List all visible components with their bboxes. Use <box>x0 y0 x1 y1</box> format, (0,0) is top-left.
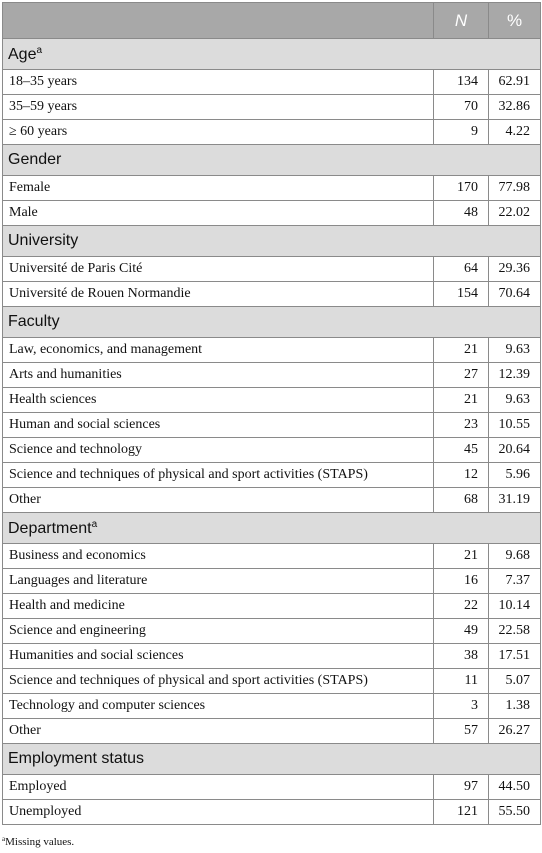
row-label-cell: Humanities and social sciences <box>3 644 434 669</box>
row-label-cell: Female <box>3 176 434 201</box>
row-label-cell: Health and medicine <box>3 594 434 619</box>
table-row <box>3 282 541 307</box>
section-title-cell <box>3 145 541 176</box>
table-row <box>3 594 541 619</box>
section-header-row <box>3 744 541 775</box>
row-label-cell: Human and social sciences <box>3 413 434 438</box>
row-percent-cell: 10.14 <box>489 594 541 619</box>
table-row <box>3 70 541 95</box>
table-row <box>3 176 541 201</box>
section-title-cell <box>3 39 541 70</box>
row-label-cell: ≥ 60 years <box>3 120 434 145</box>
section-title-cell <box>3 744 541 775</box>
row-label-cell: Employed <box>3 775 434 800</box>
row-label-cell: Technology and computer sciences <box>3 694 434 719</box>
row-label-cell: 18–35 years <box>3 70 434 95</box>
table-row <box>3 120 541 145</box>
row-n-cell: 154 <box>434 282 489 307</box>
row-percent-cell: 20.64 <box>489 438 541 463</box>
section-title-cell <box>3 226 541 257</box>
row-label-cell: Languages and literature <box>3 569 434 594</box>
table-row <box>3 644 541 669</box>
row-percent-cell: 7.37 <box>489 569 541 594</box>
section-title: Faculty <box>8 313 60 330</box>
row-label-cell: Male <box>3 201 434 226</box>
section-title: Gender <box>8 151 62 168</box>
section-title: Age <box>8 45 37 63</box>
row-percent-cell: 26.27 <box>489 719 541 744</box>
table-row <box>3 388 541 413</box>
table-row <box>3 201 541 226</box>
table-row <box>3 619 541 644</box>
row-percent-cell: 5.96 <box>489 463 541 488</box>
section-title: Department <box>8 519 92 537</box>
row-percent-cell: 32.86 <box>489 95 541 120</box>
section-header-row <box>3 513 541 544</box>
row-percent-cell: 5.07 <box>489 669 541 694</box>
row-n-cell: 21 <box>434 544 489 569</box>
row-n-cell: 48 <box>434 201 489 226</box>
row-percent-cell: 10.55 <box>489 413 541 438</box>
row-n-cell: 21 <box>434 338 489 363</box>
table-row <box>3 694 541 719</box>
table-row <box>3 438 541 463</box>
demographics-table <box>2 2 541 825</box>
row-percent-cell: 17.51 <box>489 644 541 669</box>
table-header-row <box>3 3 541 39</box>
section-header-row <box>3 39 541 70</box>
row-n-cell: 38 <box>434 644 489 669</box>
row-label-cell: Other <box>3 488 434 513</box>
table-row <box>3 95 541 120</box>
row-n-cell: 121 <box>434 800 489 825</box>
table-body <box>3 39 541 825</box>
row-percent-cell: 9.68 <box>489 544 541 569</box>
row-n-cell: 68 <box>434 488 489 513</box>
row-percent-cell: 62.91 <box>489 70 541 95</box>
table-row <box>3 363 541 388</box>
row-n-cell: 97 <box>434 775 489 800</box>
row-label-cell: 35–59 years <box>3 95 434 120</box>
row-label-cell: Arts and humanities <box>3 363 434 388</box>
row-percent-cell: 70.64 <box>489 282 541 307</box>
section-header-row <box>3 145 541 176</box>
row-n-cell: 64 <box>434 257 489 282</box>
row-percent-cell: 1.38 <box>489 694 541 719</box>
row-n-cell: 16 <box>434 569 489 594</box>
section-header-row <box>3 307 541 338</box>
row-n-cell: 22 <box>434 594 489 619</box>
section-footnote-marker: a <box>36 44 43 56</box>
section-header-row <box>3 226 541 257</box>
row-percent-cell: 12.39 <box>489 363 541 388</box>
row-n-cell: 12 <box>434 463 489 488</box>
row-percent-cell: 22.58 <box>489 619 541 644</box>
table-row <box>3 569 541 594</box>
row-n-cell: 21 <box>434 388 489 413</box>
row-label-cell: Science and techniques of physical and sport activities (STAPS) <box>3 463 434 488</box>
row-percent-cell: 9.63 <box>489 388 541 413</box>
header-label-cell <box>3 3 434 39</box>
header-n-cell: N <box>434 3 489 39</box>
section-title-cell <box>3 513 541 544</box>
row-n-cell: 11 <box>434 669 489 694</box>
table-row <box>3 257 541 282</box>
table-row <box>3 488 541 513</box>
row-percent-cell: 22.02 <box>489 201 541 226</box>
table-row <box>3 544 541 569</box>
row-n-cell: 23 <box>434 413 489 438</box>
row-n-cell: 170 <box>434 176 489 201</box>
footnote <box>2 835 74 848</box>
row-percent-cell: 55.50 <box>489 800 541 825</box>
row-percent-cell: 29.36 <box>489 257 541 282</box>
row-n-cell: 45 <box>434 438 489 463</box>
table-row <box>3 338 541 363</box>
header-percent-cell: % <box>489 3 541 39</box>
row-label-cell: Science and technology <box>3 438 434 463</box>
row-n-cell: 9 <box>434 120 489 145</box>
row-percent-cell: 9.63 <box>489 338 541 363</box>
row-label-cell: Other <box>3 719 434 744</box>
section-title: University <box>8 232 79 249</box>
row-n-cell: 3 <box>434 694 489 719</box>
table-row <box>3 463 541 488</box>
row-label-cell: Law, economics, and management <box>3 338 434 363</box>
row-n-cell: 134 <box>434 70 489 95</box>
section-title-cell <box>3 307 541 338</box>
row-label-cell: Science and techniques of physical and sport activities (STAPS) <box>3 669 434 694</box>
row-label-cell: Unemployed <box>3 800 434 825</box>
table-row <box>3 413 541 438</box>
table-row <box>3 719 541 744</box>
row-label-cell: Université de Paris Cité <box>3 257 434 282</box>
row-percent-cell: 44.50 <box>489 775 541 800</box>
footnote-text: Missing values. <box>5 836 75 848</box>
row-percent-cell: 4.22 <box>489 120 541 145</box>
row-n-cell: 70 <box>434 95 489 120</box>
section-title: Employment status <box>8 750 145 767</box>
footnote-marker: a <box>2 835 6 843</box>
row-percent-cell: 77.98 <box>489 176 541 201</box>
row-n-cell: 27 <box>434 363 489 388</box>
row-label-cell: Université de Rouen Normandie <box>3 282 434 307</box>
row-n-cell: 49 <box>434 619 489 644</box>
section-footnote-marker: a <box>91 518 98 530</box>
table-row <box>3 775 541 800</box>
row-percent-cell: 31.19 <box>489 488 541 513</box>
row-label-cell: Science and engineering <box>3 619 434 644</box>
table-row <box>3 669 541 694</box>
table-row <box>3 800 541 825</box>
row-label-cell: Health sciences <box>3 388 434 413</box>
row-n-cell: 57 <box>434 719 489 744</box>
row-label-cell: Business and economics <box>3 544 434 569</box>
